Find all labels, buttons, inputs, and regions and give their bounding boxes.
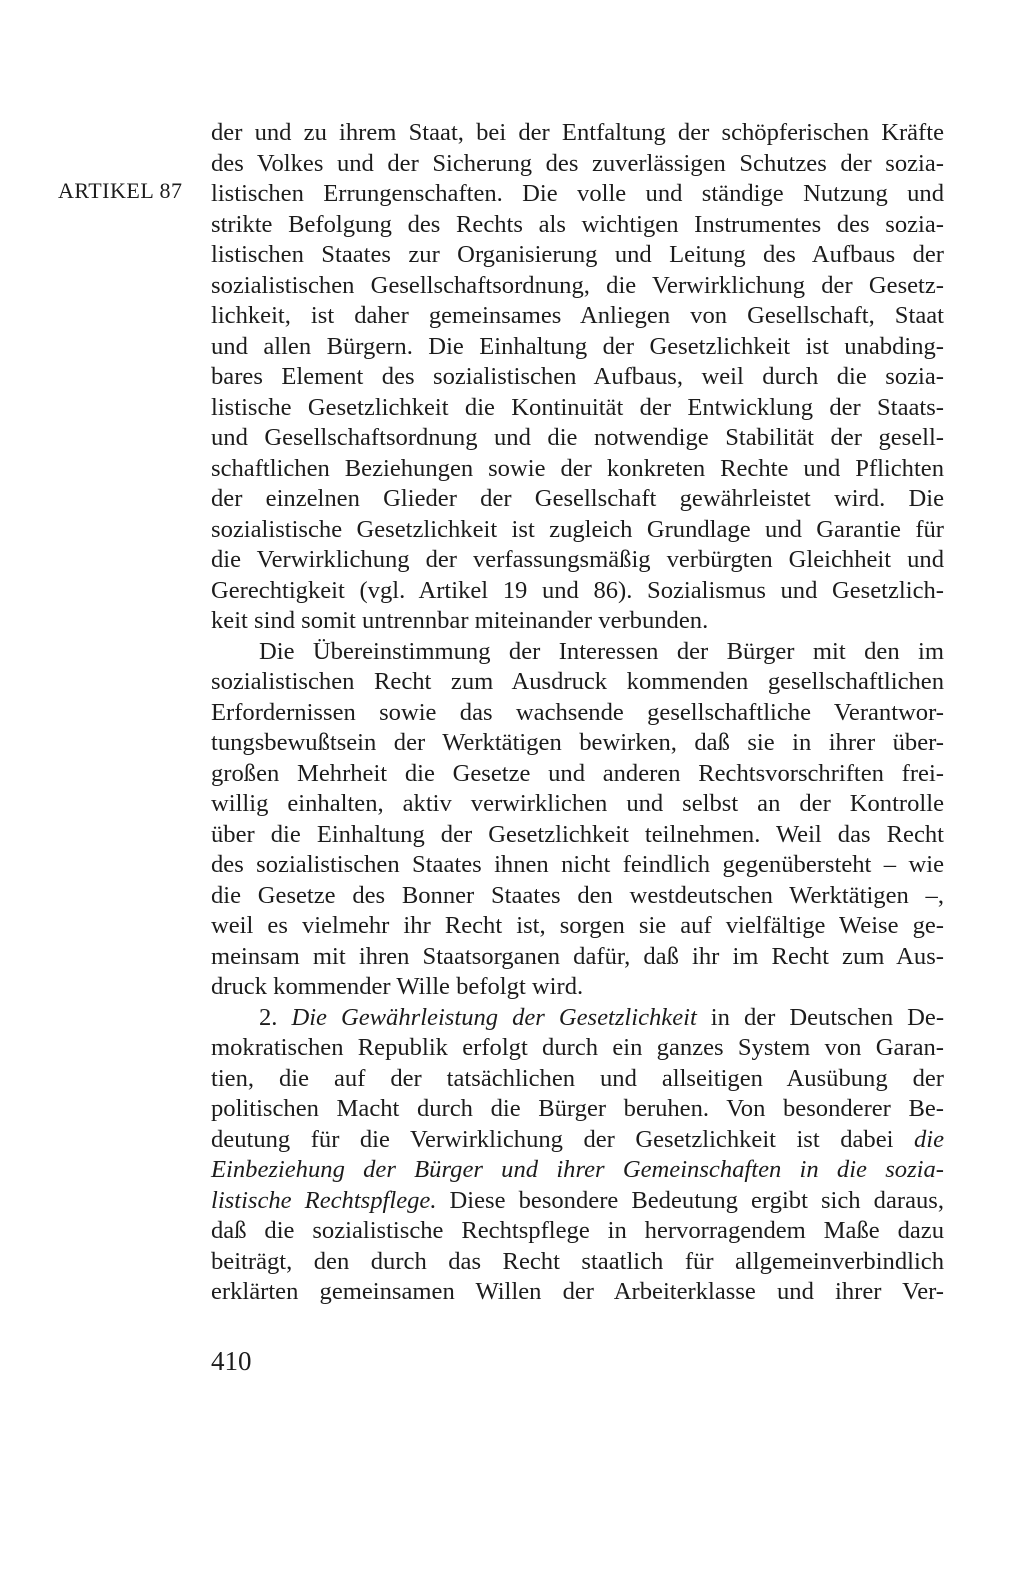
text-run: sozialistischen Recht zum Ausdruck kommenden gesellschaftlichen xyxy=(211,668,944,695)
text-line xyxy=(211,606,944,637)
text-run: tien, die auf der tatsächlichen und allseitigen Ausübung der xyxy=(211,1064,944,1092)
text-line xyxy=(211,1277,944,1308)
text-run: 2. xyxy=(259,1003,292,1031)
text-run: die Gesetze des Bonner Staates den westdeutschen Werktätigen –, xyxy=(211,881,944,909)
text-run: listische Gesetzlichkeit die Kontinuität der Entwicklung der Staats- xyxy=(211,393,944,421)
text-line xyxy=(211,759,944,790)
text-run: und allen Bürgern. Die Einhaltung der Gesetzlichkeit ist unabding- xyxy=(211,332,944,360)
text-line xyxy=(211,1003,944,1034)
text-run: Gerechtigkeit (vgl. Artikel 19 und 86). Sozialismus und Gesetzlich- xyxy=(211,576,944,604)
text-line xyxy=(211,271,944,302)
italic-text: die xyxy=(913,1125,944,1153)
text-line xyxy=(211,820,944,851)
text-line xyxy=(211,454,944,485)
text-line xyxy=(211,637,944,668)
text-run: erklärten gemeinsamen Willen der Arbeiterklasse und ihrer Ver- xyxy=(211,1278,944,1305)
text-line xyxy=(211,393,944,424)
text-run: lichkeit, ist daher gemeinsames Anliegen von Gesellschaft, Staat xyxy=(211,302,944,329)
text-line xyxy=(211,1064,944,1095)
text-run: mokratischen Republik erfolgt durch ein ganzes System von Garan- xyxy=(211,1034,944,1061)
text-run: keit sind somit untrennbar miteinander verbunden. xyxy=(211,607,709,634)
text-line xyxy=(211,545,944,576)
text-run: sozialistische Gesetzlichkeit ist zugleich Grundlage und Garantie für xyxy=(211,515,944,543)
text-line xyxy=(211,149,944,180)
text-line xyxy=(211,576,944,607)
text-run: in der Deutschen De- xyxy=(696,1003,945,1031)
text-run: über die Einhaltung der Gesetzlichkeit teilnehmen. Weil das Recht xyxy=(211,820,944,848)
text-run: der einzelnen Glieder der Gesellschaft gewährleistet wird. Die xyxy=(211,485,944,512)
text-run: deutung für die Verwirklichung der Gesetzlichkeit ist dabei xyxy=(211,1125,914,1153)
text-run: großen Mehrheit die Gesetze und anderen Rechtsvorschriften frei- xyxy=(211,759,944,787)
text-line xyxy=(211,1247,944,1278)
margin-note-article: ARTIKEL 87 xyxy=(58,178,183,203)
text-run: Erfordernissen sowie das wachsende gesellschaftliche Verantwor- xyxy=(211,698,944,726)
text-line xyxy=(211,332,944,363)
text-line xyxy=(211,1125,944,1156)
text-run: des sozialistischen Staates ihnen nicht feindlich gegenübersteht – wie xyxy=(211,851,944,878)
text-line xyxy=(211,210,944,241)
text-line xyxy=(211,789,944,820)
text-line xyxy=(211,118,944,149)
text-line xyxy=(211,515,944,546)
text-line xyxy=(211,484,944,515)
text-run: tungsbewußtsein der Werktätigen bewirken, daß sie in ihrer über- xyxy=(211,729,944,756)
text-run: der und zu ihrem Staat, bei der Entfaltung der schöpferischen Kräfte xyxy=(211,119,944,146)
text-line xyxy=(211,362,944,393)
text-run: willig einhalten, aktiv verwirklichen und selbst an der Kontrolle xyxy=(211,790,944,817)
text-run: politischen Macht durch die Bürger beruhen. Von besonderer Be- xyxy=(211,1095,944,1122)
text-line xyxy=(211,942,944,973)
italic-text: listische Rechtspflege. xyxy=(211,1186,437,1214)
text-run: sozialistischen Gesellschaftsordnung, die Verwirklichung der Gesetz- xyxy=(211,271,944,299)
text-line xyxy=(211,301,944,332)
text-line xyxy=(211,881,944,912)
text-line xyxy=(211,1216,944,1247)
text-run: weil es vielmehr ihr Recht ist, sorgen sie auf vielfältige Weise ge- xyxy=(211,912,944,939)
text-line xyxy=(211,850,944,881)
text-run: Die Übereinstimmung der Interessen der Bürger mit den im xyxy=(259,637,944,665)
page-number: 410 xyxy=(211,1346,252,1376)
text-line xyxy=(211,179,944,210)
text-line xyxy=(211,667,944,698)
text-run: listischen Errungenschaften. Die volle und ständige Nutzung und xyxy=(211,180,944,207)
text-run: meinsam mit ihren Staatsorganen dafür, daß ihr im Recht zum Aus- xyxy=(211,942,944,970)
text-run: daß die sozialistische Rechtspflege in hervorragendem Maße dazu xyxy=(211,1217,944,1244)
text-run: strikte Befolgung des Rechts als wichtigen Instrumentes des sozia- xyxy=(211,210,944,238)
text-run: des Volkes und der Sicherung des zuverlässigen Schutzes der sozia- xyxy=(211,149,944,177)
text-run: Diese besondere Bedeutung ergibt sich daraus, xyxy=(436,1186,944,1214)
text-line xyxy=(211,698,944,729)
text-line xyxy=(211,240,944,271)
text-run: druck kommender Wille befolgt wird. xyxy=(211,973,584,1000)
text-line xyxy=(211,423,944,454)
text-line xyxy=(211,1033,944,1064)
text-run: schaftlichen Beziehungen sowie der konkreten Rechte und Pflichten xyxy=(211,454,944,482)
text-run: listischen Staates zur Organisierung und Leitung des Aufbaus der xyxy=(211,241,944,268)
text-run: die Verwirklichung der verfassungsmäßig verbürgten Gleichheit und xyxy=(211,546,944,573)
text-line xyxy=(211,728,944,759)
body-text xyxy=(211,118,944,1308)
text-run: beiträgt, den durch das Recht staatlich für allgemeinverbindlich xyxy=(211,1247,944,1275)
italic-text: Einbeziehung der Bürger und ihrer Gemeinschaften in die sozia- xyxy=(211,1156,944,1183)
text-run: bares Element des sozialistischen Aufbaus, weil durch die sozia- xyxy=(211,363,944,390)
text-line xyxy=(211,911,944,942)
text-line xyxy=(211,972,944,1003)
text-line xyxy=(211,1155,944,1186)
text-run: und Gesellschaftsordnung und die notwendige Stabilität der gesell- xyxy=(211,424,944,451)
text-line xyxy=(211,1186,944,1217)
italic-text: Die Gewährleistung der Gesetzlichkeit xyxy=(291,1003,697,1031)
text-line xyxy=(211,1094,944,1125)
